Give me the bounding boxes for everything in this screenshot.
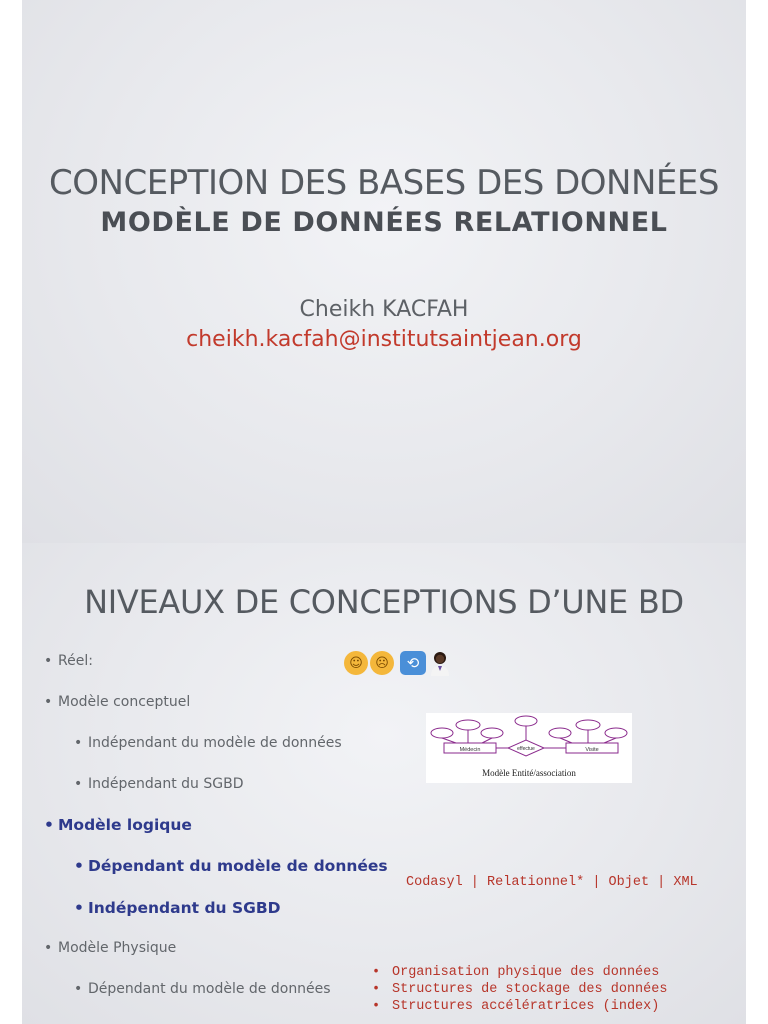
slide-title: CONCEPTION DES BASES DES DONNÉES [49,163,719,203]
author-name: Cheikh KACFAH [299,297,469,322]
list-item-subpoint [74,857,388,875]
bullet: • [74,735,83,751]
woman-doctor-icon [428,650,452,676]
list-item-text: Dépendant du modèle de données [88,981,331,997]
bullet: • [44,816,54,834]
physical-point-text: Structures de stockage des données [392,982,668,997]
bullet: • [74,857,84,875]
bullet: • [44,694,53,710]
list-item-text: Dépendant du modèle de données [88,857,388,875]
er-relation: effectue [517,746,535,752]
author-email-link[interactable]: cheikh.kacfah@institutsaintjean.org [186,327,582,352]
list-item-text: Indépendant du modèle de données [88,735,342,751]
list-item-subpoint [74,899,281,917]
list-item-subpoint [74,735,342,751]
physical-point: • Organisation physique des données [372,965,660,980]
bullet: • [74,981,83,997]
logical-models-list: Codasyl | Relationnel* | Objet | XML [406,875,698,890]
physical-point: • Structures de stockage des données [372,982,668,997]
physical-point: • Structures accélératrices (index) [372,999,660,1014]
list-item-text: Modèle Physique [58,940,177,956]
er-entity-left: Médecin [459,747,481,753]
list-item-text: Modèle conceptuel [58,694,191,710]
list-item-reel [44,653,93,669]
physical-point-text: Organisation physique des données [392,965,660,980]
er-entity-right: Visite [585,747,599,753]
levels-slide [22,543,746,1024]
title-slide [22,0,746,543]
grinning-face-icon: ☺ [344,651,368,675]
list-item-text: Réel: [58,653,93,669]
worried-face-icon: ☹ [370,651,394,675]
list-item-text: Indépendant du SGBD [88,899,281,917]
list-item-physical [44,940,176,956]
list-item-conceptual [44,694,190,710]
er-diagram-image [426,713,632,783]
slide-title: NIVEAUX DE CONCEPTIONS D’UNE BD [84,583,684,621]
repeat-arrows-icon: ⟲ [400,651,426,675]
emoji-row [344,649,452,677]
physical-point-text: Structures accélératrices (index) [392,999,660,1014]
list-item-subpoint [74,981,331,997]
bullet: • [74,899,84,917]
bullet: • [74,776,83,792]
list-item-subpoint [74,776,243,792]
slide-subtitle: MODÈLE DE DONNÉES RELATIONNEL [100,207,668,238]
list-item-text: Modèle logique [58,816,192,834]
list-item-text: Indépendant du SGBD [88,776,244,792]
list-item-logical [44,816,192,834]
bullet: • [44,653,53,669]
er-diagram-caption: Modèle Entité/association [482,768,576,778]
bullet: • [44,940,53,956]
er-diagram [426,713,632,767]
